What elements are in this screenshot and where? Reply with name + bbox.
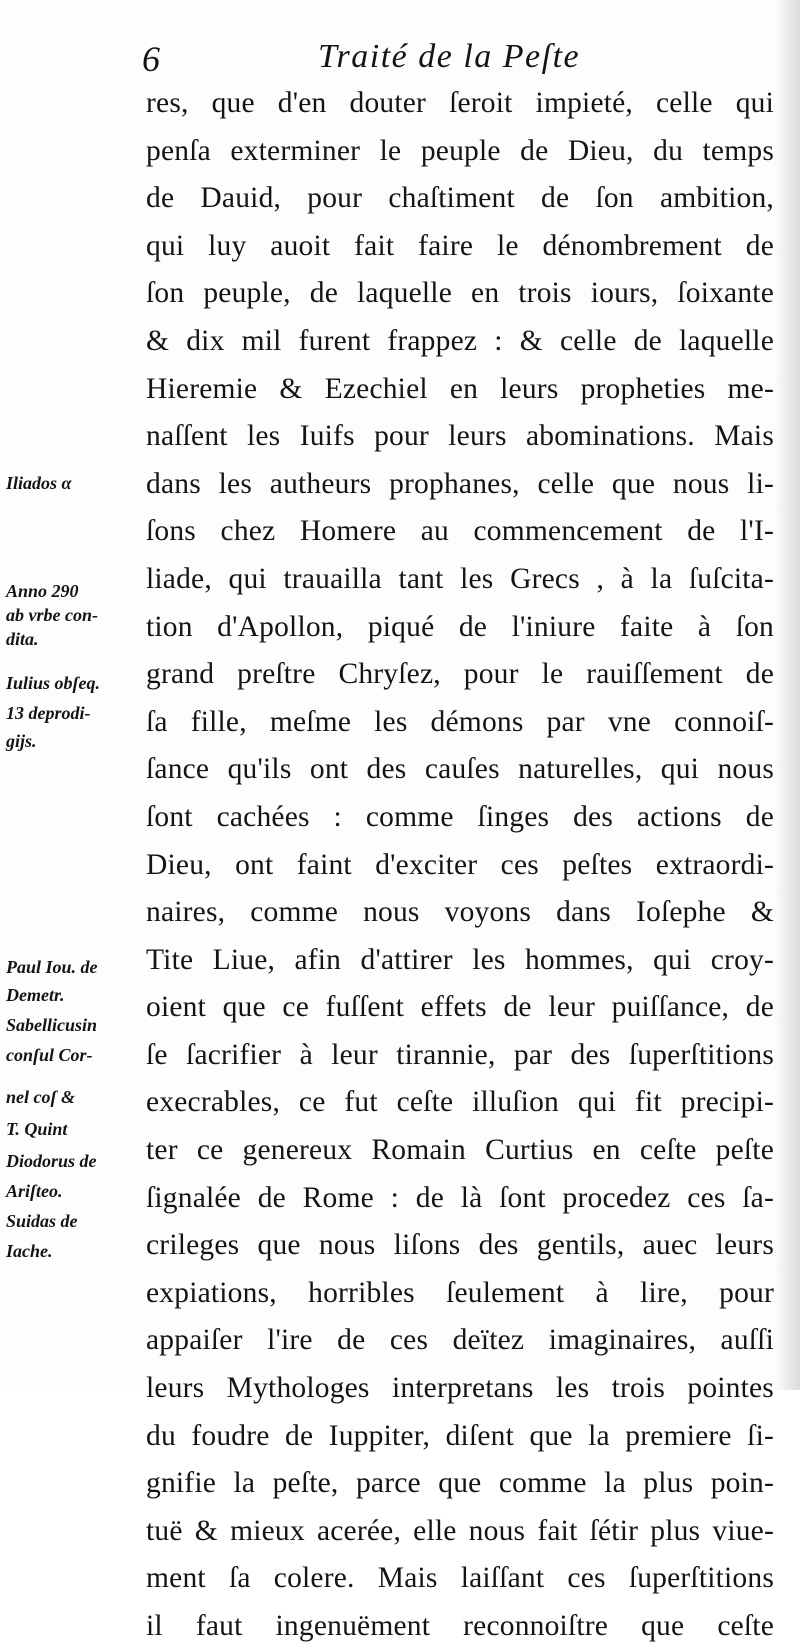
text-line: res, que d'en douter ſeroit impieté, celle qui <box>146 87 774 119</box>
text-line: ment ſa colere. Mais laiſſant ces ſuperſtitions <box>146 1562 774 1595</box>
text-line: & dix mil furent frappez : & celle de laquelle <box>146 324 774 357</box>
text-line: tion d'Apollon, piqué de l'iniure faite à ſon <box>146 610 774 643</box>
text-line: ter ce genereux Romain Curtius en ceſte peſte <box>146 1134 774 1167</box>
marginal-note: Sabellicusin <box>6 1015 98 1035</box>
text-line: ſon peuple, de laquelle en trois iours, ſoixante <box>146 277 774 310</box>
text-line: execrables, ce fut ceſte illuſion qui fit precipi- <box>146 1086 774 1119</box>
running-title: Traité de la Peſte <box>318 38 581 75</box>
text-line: Tite Liue, afin d'attirer les hommes, qui croy- <box>146 943 774 976</box>
marginal-note: gijs. <box>6 731 37 751</box>
text-line: crileges que nous liſons des gentils, auec leurs <box>146 1229 774 1262</box>
text-line: expiations, horribles ſeulement à lire, pour <box>146 1276 774 1309</box>
marginal-note: Paul Iou. de <box>6 957 98 977</box>
text-line: Dieu, ont faint d'exciter ces peſtes extraordi- <box>146 848 774 881</box>
marginal-note: Suidas de <box>6 1211 78 1231</box>
text-line: leurs Mythologes interpretans les trois pointes <box>146 1372 774 1405</box>
marginal-note: Ariſteo. <box>6 1181 63 1201</box>
marginal-note: T. Quint <box>6 1119 68 1139</box>
text-line: grand preſtre Chryſez, pour le rauiſſement de <box>146 658 774 691</box>
text-line: naſſent les Iuifs pour leurs abominations. Mais <box>146 420 774 453</box>
marginal-note: Iulius obſeq. <box>6 673 101 693</box>
text-line: penſa exterminer le peuple de Dieu, du temps <box>146 134 774 167</box>
text-line: oient que ce fuſſent effets de leur puiſſance, de <box>146 991 774 1024</box>
text-line: Hieremie & Ezechiel en leurs propheties me- <box>146 372 774 405</box>
marginal-note: Demetr. <box>6 985 65 1005</box>
marginal-note: Iliados α <box>6 473 72 493</box>
text-line: ſont cachées : comme ſinges des actions de <box>146 800 774 833</box>
body-text <box>146 80 774 1651</box>
marginal-note: dita. <box>6 629 39 649</box>
page-edge-shadow <box>774 0 800 1390</box>
marginal-note: conſul Cor- <box>6 1045 93 1065</box>
text-line: il faut ingenuëment reconnoiſtre que ceſte <box>146 1610 774 1642</box>
text-line: appaiſer l'ire de ces deïtez imaginaires, auſſi <box>146 1324 774 1357</box>
text-line: ſignalée de Rome : de là ſont procedez ces ſa- <box>146 1181 774 1214</box>
text-line: dans les autheurs prophanes, celle que nous li- <box>146 467 774 500</box>
text-line: ſe ſacrifier à leur tirannie, par des ſuperſtitions <box>146 1038 774 1071</box>
text-line: naires, comme nous voyons dans Ioſephe & <box>146 896 774 929</box>
text-line: gnifie la peſte, parce que comme la plus poin- <box>146 1467 774 1500</box>
marginal-note: Diodorus de <box>6 1151 97 1171</box>
page-number: 6 <box>142 39 161 79</box>
text-line: qui luy auoit fait faire le dénombrement de <box>146 229 774 262</box>
text-line: liade, qui trauailla tant les Grecs , à la ſuſcita- <box>146 562 774 595</box>
text-line: du foudre de Iuppiter, diſent que la premiere ſi- <box>146 1419 774 1452</box>
text-line: ſons chez Homere au commencement de l'I- <box>146 515 774 548</box>
text-line: de Dauid, pour chaſtiment de ſon ambition, <box>146 182 774 215</box>
marginal-note: Iache. <box>6 1241 53 1261</box>
marginal-note: nel coſ & <box>6 1087 75 1107</box>
marginal-note: Anno 290 <box>6 581 79 601</box>
text-line: ſance qu'ils ont des cauſes naturelles, qui nous <box>146 753 774 786</box>
marginal-note: ab vrbe con- <box>6 605 98 625</box>
text-line: ſa fille, meſme les démons par vne connoiſ- <box>146 705 774 738</box>
text-line: tuë & mieux acerée, elle nous fait ſétir plus viue- <box>146 1514 774 1547</box>
marginal-note: 13 deprodi- <box>6 703 91 723</box>
